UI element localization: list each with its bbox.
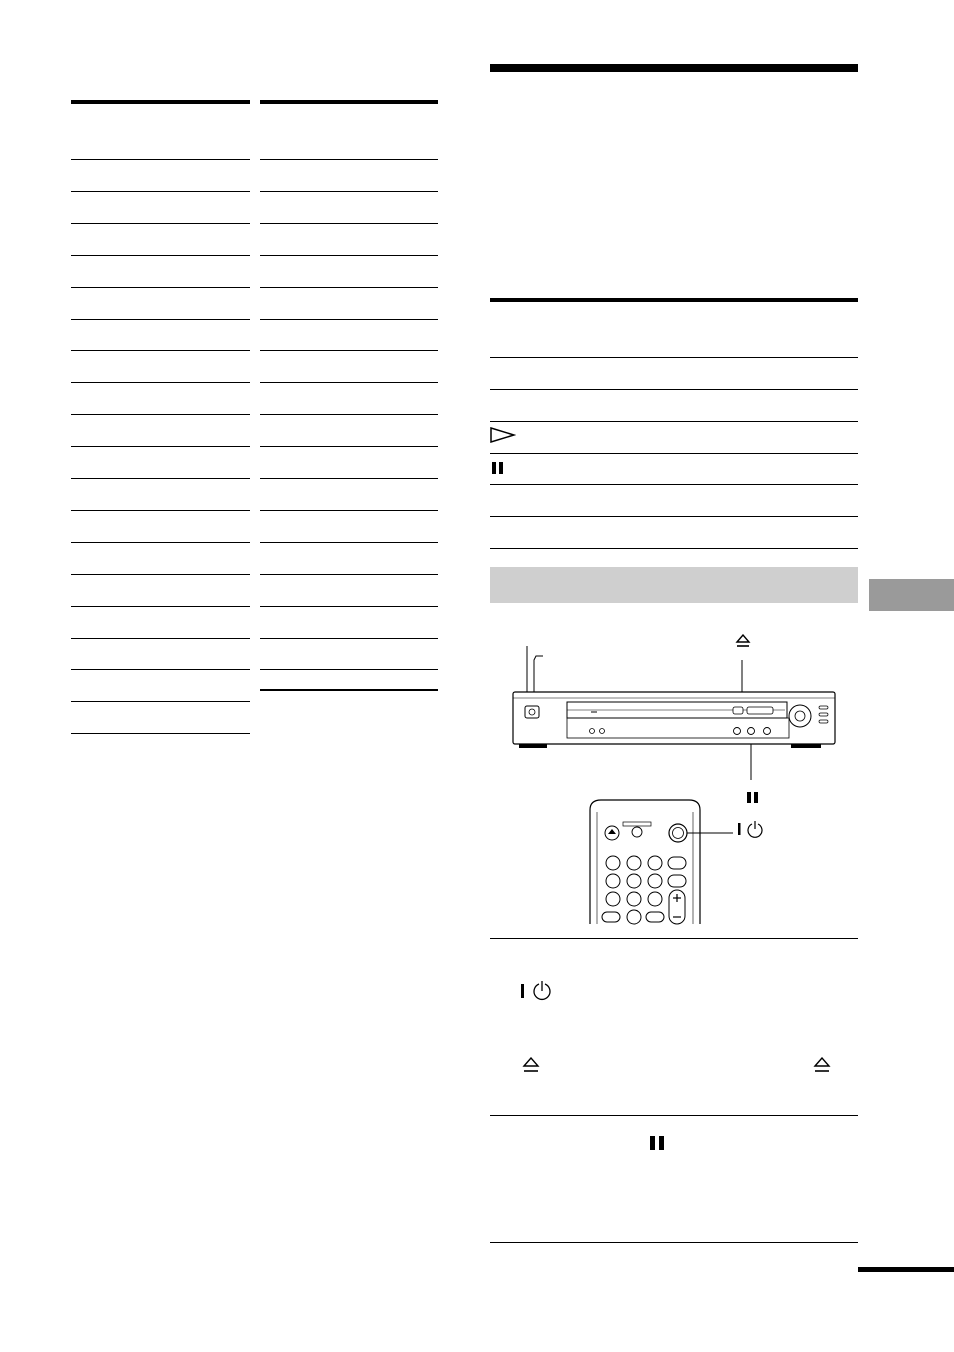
subsection-bar [490, 567, 858, 603]
play-outline-icon [490, 427, 516, 447]
table-row-rule [260, 255, 438, 256]
table-row-rule [490, 516, 858, 517]
table-row-rule [71, 701, 250, 702]
table-row-rule [490, 357, 858, 358]
table-row-rule [71, 414, 250, 415]
table-row-rule [71, 287, 250, 288]
table-row-rule [71, 255, 250, 256]
right-table-header-rule [490, 298, 858, 302]
table-row-rule [260, 606, 438, 607]
section-title-rule [490, 64, 858, 72]
left-table-2 [260, 100, 438, 700]
eject-icon [813, 1057, 831, 1077]
table-row-rule [260, 414, 438, 415]
step-rule-top [490, 938, 858, 939]
table-row-rule [260, 159, 438, 160]
table-row-rule [71, 191, 250, 192]
table-row-rule [490, 548, 858, 549]
table-row-rule [490, 421, 858, 422]
step-rule-middle [490, 1115, 858, 1116]
table-row-rule [71, 319, 250, 320]
table-row-rule [71, 574, 250, 575]
table-row-rule [260, 478, 438, 479]
table-row-rule [71, 350, 250, 351]
table-row-rule [260, 319, 438, 320]
eject-icon [735, 632, 751, 653]
chapter-tab [869, 579, 954, 611]
table-row-rule [260, 446, 438, 447]
step-rule-bottom [490, 1242, 858, 1243]
player-figure [505, 628, 850, 928]
continued-bar [858, 1267, 954, 1272]
table-row-rule [490, 453, 858, 454]
table-header-rule [260, 100, 438, 104]
table-row-rule [71, 638, 250, 639]
power-icon [737, 820, 763, 842]
table-row-rule [260, 350, 438, 351]
table-row-rule [71, 510, 250, 511]
table-row-rule [71, 382, 250, 383]
pause-icon [746, 789, 760, 808]
pause-icon [491, 460, 505, 479]
table-row-rule [71, 223, 250, 224]
table-row-rule [490, 484, 858, 485]
table-header-rule [71, 100, 250, 104]
table-row-rule [71, 542, 250, 543]
table-row-rule [71, 733, 250, 734]
table-row-rule [71, 159, 250, 160]
pause-icon [649, 1135, 667, 1155]
table-row-rule [260, 574, 438, 575]
table-row-rule [71, 446, 250, 447]
table-row-rule [260, 542, 438, 543]
power-icon [520, 980, 552, 1006]
left-table-1 [71, 100, 250, 740]
table-row-rule [260, 287, 438, 288]
table-row-rule [71, 669, 250, 670]
table-row-rule [260, 669, 438, 670]
table-row-rule [260, 382, 438, 383]
table-row-rule [260, 223, 438, 224]
table-row-rule [71, 606, 250, 607]
table-row-rule [260, 510, 438, 511]
table-row-rule [260, 191, 438, 192]
table-row-rule [71, 478, 250, 479]
eject-icon [522, 1057, 540, 1077]
table-end-rule [260, 689, 438, 691]
table-row-rule [490, 389, 858, 390]
table-row-rule [260, 638, 438, 639]
